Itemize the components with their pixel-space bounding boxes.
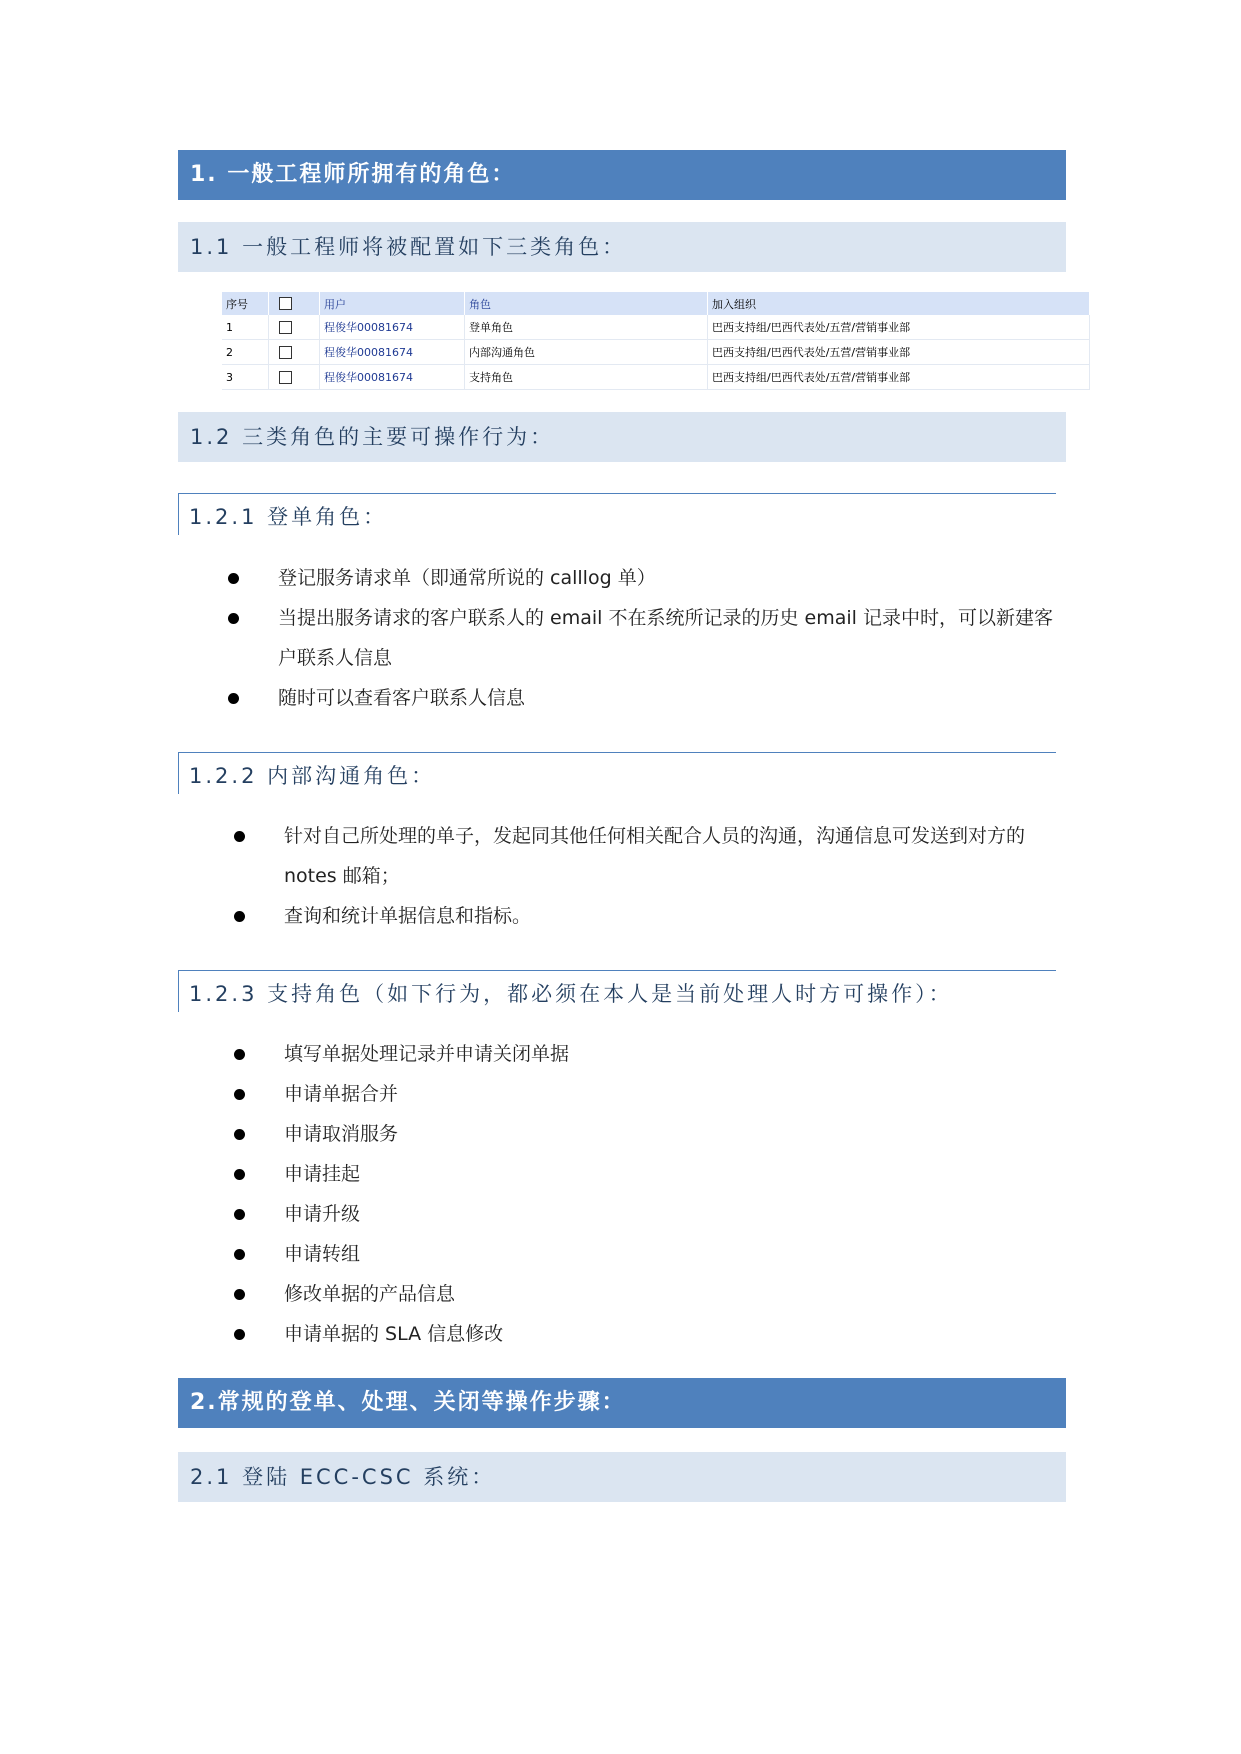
list-item-text: 填写单据处理记录并申请关闭单据 xyxy=(284,1043,570,1065)
section-1-2-1-heading: 1.2.1 登单角色： xyxy=(178,493,1056,535)
row-user-link[interactable]: 程俊华00081674 xyxy=(320,340,465,365)
row-org: 巴西支持组/巴西代表处/五营/营销事业部 xyxy=(708,365,1090,390)
header-org: 加入组织 xyxy=(708,292,1090,315)
list-item-text: 申请转组 xyxy=(284,1243,361,1265)
bullet-icon xyxy=(228,693,239,704)
section-2-1-heading: 2.1 登陆 ECC-CSC 系统： xyxy=(178,1452,1066,1502)
row-role: 内部沟通角色 xyxy=(465,340,708,365)
list-item xyxy=(234,816,1060,896)
table-header-row xyxy=(222,292,1090,315)
section-1-2-2-list xyxy=(234,816,1060,936)
row-checkbox[interactable] xyxy=(279,321,292,334)
list-item-text: 当提出服务请求的客户联系人的 email 不在系统所记录的历史 email 记录中时，可以新建客户联系人信息 xyxy=(278,607,1053,669)
bullet-icon xyxy=(234,911,245,922)
bullet-icon xyxy=(234,1209,245,1220)
list-item-text: 申请单据合并 xyxy=(284,1083,399,1105)
list-item-text: 随时可以查看客户联系人信息 xyxy=(278,687,526,709)
list-item xyxy=(234,1154,1060,1194)
list-item xyxy=(234,1274,1060,1314)
header-select-all xyxy=(269,292,320,315)
list-item xyxy=(234,1114,1060,1154)
section-1-2-heading: 1.2 三类角色的主要可操作行为： xyxy=(178,412,1066,462)
row-user-link[interactable]: 程俊华00081674 xyxy=(320,315,465,340)
row-org: 巴西支持组/巴西代表处/五营/营销事业部 xyxy=(708,340,1090,365)
section-1-heading: 1. 一般工程师所拥有的角色： xyxy=(178,150,1066,200)
list-item-text: 登记服务请求单（即通常所说的 calllog 单） xyxy=(278,567,656,589)
row-index: 1 xyxy=(222,315,269,340)
row-role: 支持角色 xyxy=(465,365,708,390)
bullet-icon xyxy=(228,573,239,584)
list-item xyxy=(228,678,1058,718)
bullet-icon xyxy=(234,1329,245,1340)
list-item-text: 针对自己所处理的单子，发起同其他任何相关配合人员的沟通，沟通信息可发送到对方的 notes 邮箱； xyxy=(284,825,1026,887)
list-item xyxy=(234,1194,1060,1234)
list-item xyxy=(234,1234,1060,1274)
section-1-1-heading: 1.1 一般工程师将被配置如下三类角色： xyxy=(178,222,1066,272)
section-1-2-1-list xyxy=(228,558,1058,718)
bullet-icon xyxy=(234,1049,245,1060)
bullet-icon xyxy=(234,1169,245,1180)
list-item-text: 查询和统计单据信息和指标。 xyxy=(284,905,532,927)
list-item xyxy=(234,1314,1060,1354)
bullet-icon xyxy=(234,1129,245,1140)
table-row xyxy=(222,365,1090,390)
row-select xyxy=(269,340,320,365)
row-checkbox[interactable] xyxy=(279,346,292,359)
table-row xyxy=(222,315,1090,340)
section-1-2-2-heading: 1.2.2 内部沟通角色： xyxy=(178,752,1056,794)
row-role: 登单角色 xyxy=(465,315,708,340)
list-item xyxy=(228,558,1058,598)
list-item xyxy=(228,598,1058,678)
bullet-icon xyxy=(234,1289,245,1300)
list-item xyxy=(234,1074,1060,1114)
header-index: 序号 xyxy=(222,292,269,315)
select-all-checkbox[interactable] xyxy=(279,297,292,310)
list-item xyxy=(234,1034,1060,1074)
bullet-icon xyxy=(234,831,245,842)
section-2-heading: 2.常规的登单、处理、关闭等操作步骤： xyxy=(178,1378,1066,1428)
list-item-text: 申请单据的 SLA 信息修改 xyxy=(284,1323,504,1345)
bullet-icon xyxy=(228,613,239,624)
header-role: 角色 xyxy=(465,292,708,315)
list-item-text: 申请取消服务 xyxy=(284,1123,399,1145)
section-1-2-3-list xyxy=(234,1034,1060,1354)
list-item xyxy=(234,896,1060,936)
header-user: 用户 xyxy=(320,292,465,315)
row-select xyxy=(269,365,320,390)
list-item-text: 修改单据的产品信息 xyxy=(284,1283,456,1305)
roles-table xyxy=(222,292,1090,390)
list-item-text: 申请升级 xyxy=(284,1203,361,1225)
row-user-link[interactable]: 程俊华00081674 xyxy=(320,365,465,390)
row-checkbox[interactable] xyxy=(279,371,292,384)
bullet-icon xyxy=(234,1249,245,1260)
row-index: 3 xyxy=(222,365,269,390)
list-item-text: 申请挂起 xyxy=(284,1163,361,1185)
row-index: 2 xyxy=(222,340,269,365)
table-row xyxy=(222,340,1090,365)
row-org: 巴西支持组/巴西代表处/五营/营销事业部 xyxy=(708,315,1090,340)
section-1-2-3-heading: 1.2.3 支持角色（如下行为，都必须在本人是当前处理人时方可操作）： xyxy=(178,970,1056,1012)
bullet-icon xyxy=(234,1089,245,1100)
row-select xyxy=(269,315,320,340)
